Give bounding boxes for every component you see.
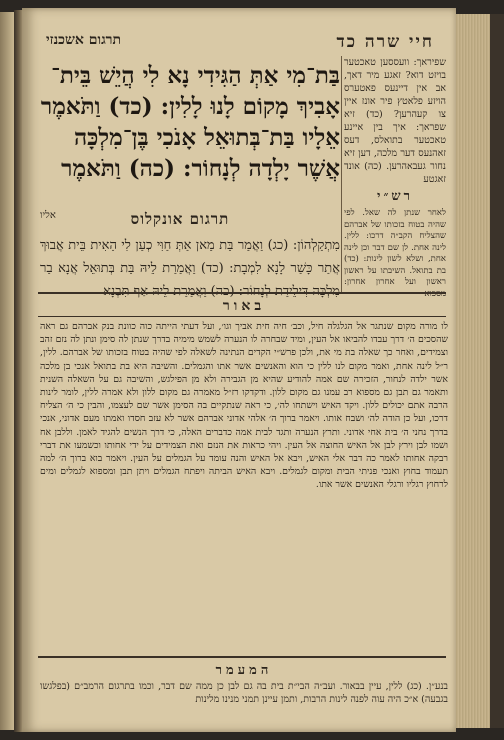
targum-text: מִתְקַלְהוֹן: (כג) וַאֲמַר בַּת מַאן אַתְּ חַוִּי כְעַן לִי הַאִית בֵּית אֲבוּךְ אֲתַר כָּשַׁר לָנָא לִמְבָת: (כד) וַאֲמַרַת לֵיהּ בַּת בְּתוּאֵל אֲנָא בַר <box>40 238 340 276</box>
rashi-heading: רש״י <box>377 189 413 204</box>
side-column-text: שפיראך: וועססען טאכטער בויזט דוא? זאגע מיר דאך, אב אין דיינעס פאטערס הויזע פלאטץ פיר אונז איין צו קעהרען? (כד) זיא שפראך: איך בין איינע טאכטער בתואלס, דעס זאהנעס דער מלכה, דען זיא נחור געבאהרען. (כה) אונד זאגטע <box>344 57 446 185</box>
meamar-heading: המעמר <box>215 663 273 678</box>
catchword: אליו <box>40 210 56 221</box>
page-edges <box>456 14 492 728</box>
page-header <box>40 30 440 56</box>
rashi-text: לאחר שנתן לה שאל. לפי שהיה בטוח בזכותו של אברהם שהצליח הקב״ה דרכו: ללין. לינה אחת. לן שם דבר וכן לינה אחת, ושלא לשון לינות: (כד) בת בתואל. השיבתו על ראשון ראשון ועל אחרון אחרון: <box>344 208 446 287</box>
targum-heading: תרגום אונקלוס <box>130 210 230 228</box>
verse-line: בַּת־מִי אַתְּ הַגִּידִי נָא לִי הֲיֵשׁ בֵּית־ <box>51 62 340 89</box>
book-cover-shadow <box>490 14 504 728</box>
running-title: חיי שרה כד <box>336 32 434 52</box>
section-divider <box>38 316 446 317</box>
biur-heading: באור <box>222 298 266 314</box>
meamar-text: בנע״ן. (כג) ללין, עיין בבאור. ועב״ה הבי״ת בית בה גם לבן כן ממה שם דבר, וכמו בתרגום הרמב״ם (בפלגשו בגבעה) א״כ היה עוה לפנה לינות הרבות, ותמן עיינן תמני מנינו מלינות <box>40 681 448 705</box>
column-divider <box>341 56 342 292</box>
left-page-edge <box>0 12 14 730</box>
side-column-title: תרגום אשכנזי <box>46 32 122 48</box>
section-divider <box>38 292 446 294</box>
verse-line: אֵלָיו בַּת־בְּתוּאֵל אָנֹכִי בֶּן־מִלְכָּה <box>73 124 340 151</box>
section-divider <box>38 656 446 658</box>
main-verse-block <box>40 60 340 184</box>
verse-line: אָבִיךְ מָקוֹם לָנוּ לָלִין: (כד) וַתֹּאמֶר <box>40 93 340 120</box>
biur-commentary: לו מורה מקום שנתגר אל הגלגלה חיל, וכב׳ חיה חית אביך וגו׳, ועל דעתי הייתה כוה כוונת בנק אברהם גם ראה שהסכים ה׳ דרך עבדו להביאו אל העין, ומיד שבחרה לו הנערה לשמש מימיה בדרך שנתן לה סימן ונתן לה נזם זהב וצמידים, ואחר כך שאלה בת מי את, ולכן פרש״י הקדים הנתינה לשאלה לפי שהיה בטוח בזכותו של אברהם. ללין, ר״ל לינה אחת, ואמר מקום לנו ללין כי הוא והאנשים אשר אתו והגמלים. והשיבה היא בת בתואל אנכי בן מלכה אשר ילדה לנחור, הזכירה שם אמה להודיע שהיא מן הגבירה ולא מן הפילגש, והשיבה גם על השאלה השנית ותאמר גם תבן גם מספוא רב עמנו גם מקום ללון. ודקדקו רז״ל מאמרה גם מקום ללון ולא אמרה ללין, לומר לינות הרבה אתם יכולים ללון. ויקד האיש וישתחו לה׳, כי ראה שנתקיים בה הסימן אשר שם לעצמו, והבין כי ה׳ הצליח דרכו, ועל כן הודה לה׳ ושבח אותו. ויאמר ברוך ה׳ אלהי אדוני אברהם אשר לא עזב חסדו ואמתו מעם אדוני, אנכי בדרך נחני ה׳ בית אחי אדוני. ותרץ הנערה ותגד לבית אמה כדברים האלה, כי דרך הנשים להגיד לאמן. וללבן אח ושמו לבן וירץ לבן אל האיש החוצה אל העין. ויהי כראות את הנזם ואת הצמידים על ידי אחותו וכשמעו את דברי רבקה אחותו לאמר כה דבר אלי האיש, ויבא אל האיש והנה עומד על הגמלים על העין. ויאמר בוא ברוך ה׳ למה תעמוד בחוץ ואנכי פניתי הבית ומקום לגמלים. ויבא האיש הביתה ויפתח הגמלים ויתן תבן ומספוא לגמלים ומים לרחוץ רגליו ורגלי האנשים אשר אתו. <box>40 321 448 491</box>
verse-line: אֲשֶׁר יָלְדָה לְנָחוֹר: (כה) וַתֹּאמֶר <box>61 155 340 182</box>
